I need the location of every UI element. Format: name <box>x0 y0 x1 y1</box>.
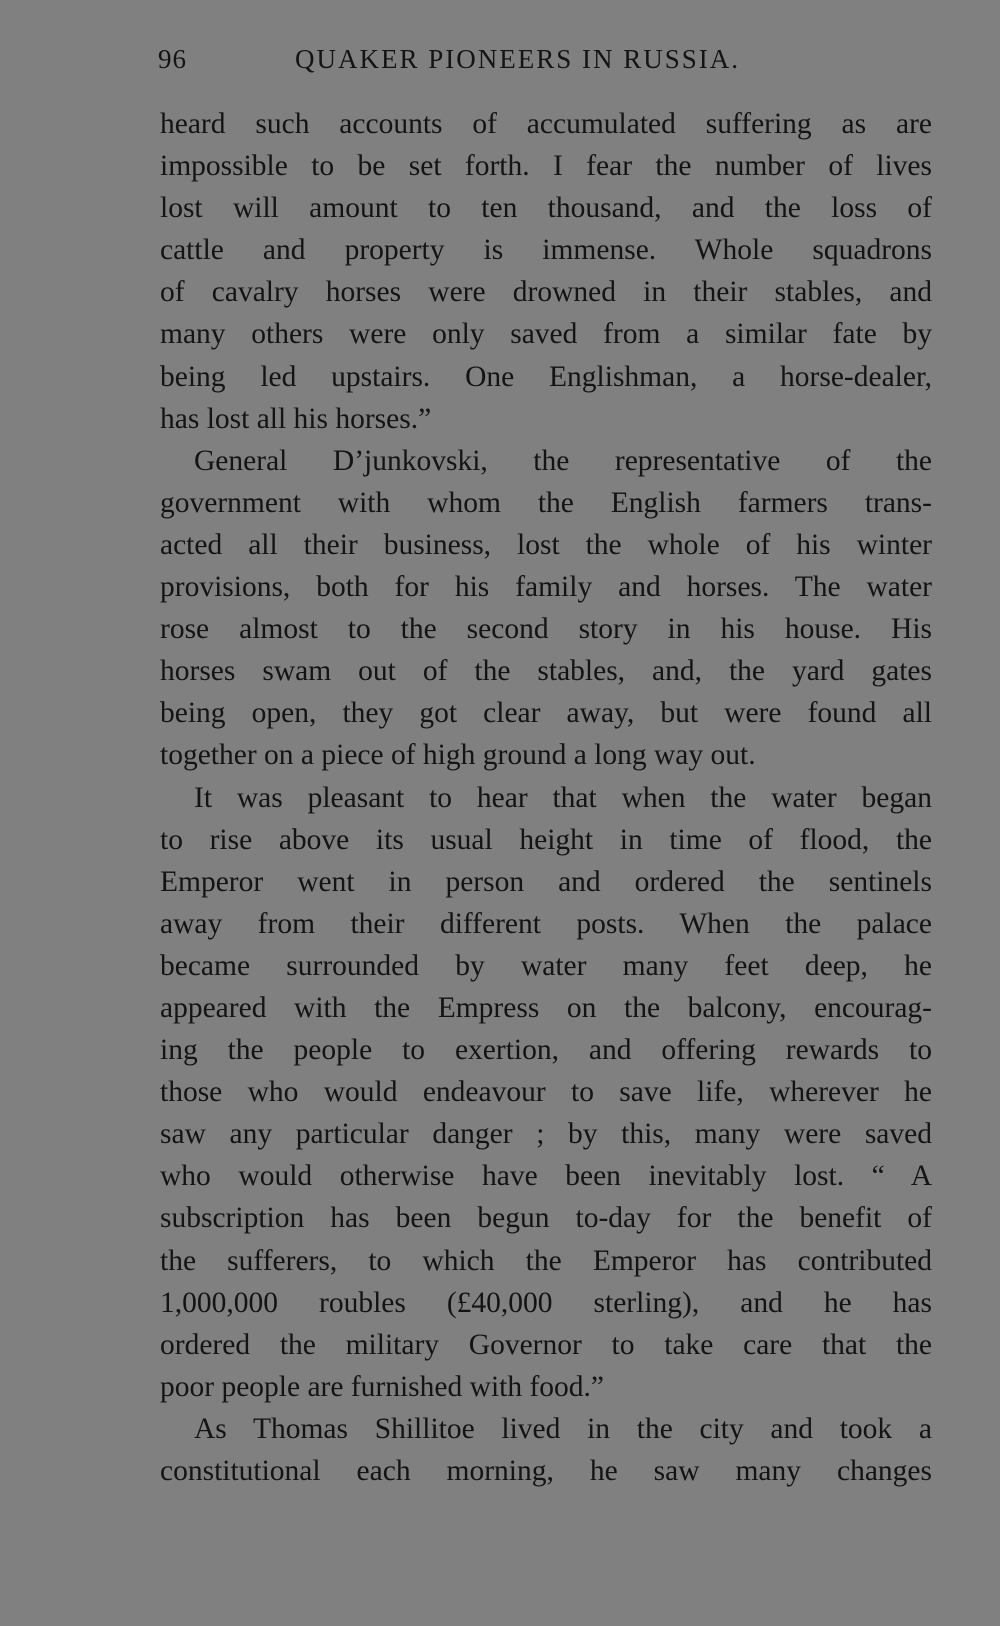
text-line: General D’junkovski, the representative of the <box>194 444 932 477</box>
text-line: has lost all his horses.” <box>160 402 432 435</box>
text-line: the sufferers, to which the Emperor has contributed <box>160 1244 932 1277</box>
text-line: It was pleasant to hear that when the water began <box>194 781 932 814</box>
text-line: heard such accounts of accumulated suffering as are <box>160 108 932 140</box>
text-line: rose almost to the second story in his house. His <box>160 613 932 646</box>
text-line: Emperor went in person and ordered the sentinels <box>160 865 932 898</box>
paragraph-1 <box>160 103 932 440</box>
body-text <box>160 103 932 1492</box>
page-number: 96 <box>158 44 187 74</box>
text-line: constitutional each morning, he saw many changes <box>160 1455 932 1487</box>
text-line: government with whom the English farmers trans- <box>160 486 932 519</box>
text-line: lost will amount to ten thousand, and the loss of <box>160 192 932 225</box>
text-line: those who would endeavour to save life, wherever he <box>160 1076 932 1109</box>
text-line: subscription has been begun to-day for the benefit of <box>160 1202 932 1235</box>
text-line: away from their different posts. When the palace <box>160 907 932 940</box>
text-line: poor people are furnished with food.” <box>160 1370 604 1403</box>
text-line: being led upstairs. One Englishman, a horse-dealer, <box>160 360 932 393</box>
text-line: of cavalry horses were drowned in their stables, and <box>160 276 932 309</box>
text-line: together on a piece of high ground a long way out. <box>160 739 756 772</box>
text-line: acted all their business, lost the whole of his winter <box>160 528 932 561</box>
text-line: ordered the military Governor to take care that the <box>160 1328 932 1361</box>
page-header <box>158 44 798 84</box>
paragraph-3 <box>160 777 932 1408</box>
text-line: horses swam out of the stables, and, the yard gates <box>160 655 932 688</box>
text-line: appeared with the Empress on the balcony, encourag- <box>160 991 932 1024</box>
paragraph-4 <box>160 1408 932 1492</box>
text-line: saw any particular danger ; by this, many were saved <box>160 1118 932 1151</box>
text-line: being open, they got clear away, but were found all <box>160 697 932 730</box>
text-line: As Thomas Shillitoe lived in the city and took a <box>194 1412 932 1445</box>
text-line: 1,000,000 roubles (£40,000 sterling), and he has <box>160 1286 932 1319</box>
text-line: to rise above its usual height in time of flood, the <box>160 823 932 856</box>
text-line: became surrounded by water many feet deep, he <box>160 949 932 982</box>
paragraph-2 <box>160 440 932 777</box>
text-line: ing the people to exertion, and offering rewards to <box>160 1034 932 1067</box>
text-line: provisions, both for his family and horses. The water <box>160 571 932 604</box>
text-line: who would otherwise have been inevitably lost. “ A <box>160 1160 932 1193</box>
text-line: impossible to be set forth. I fear the number of lives <box>160 150 932 183</box>
text-line: cattle and property is immense. Whole squadrons <box>160 234 932 267</box>
running-title: QUAKER PIONEERS IN RUSSIA. <box>295 44 741 74</box>
text-line: many others were only saved from a similar fate by <box>160 318 932 351</box>
